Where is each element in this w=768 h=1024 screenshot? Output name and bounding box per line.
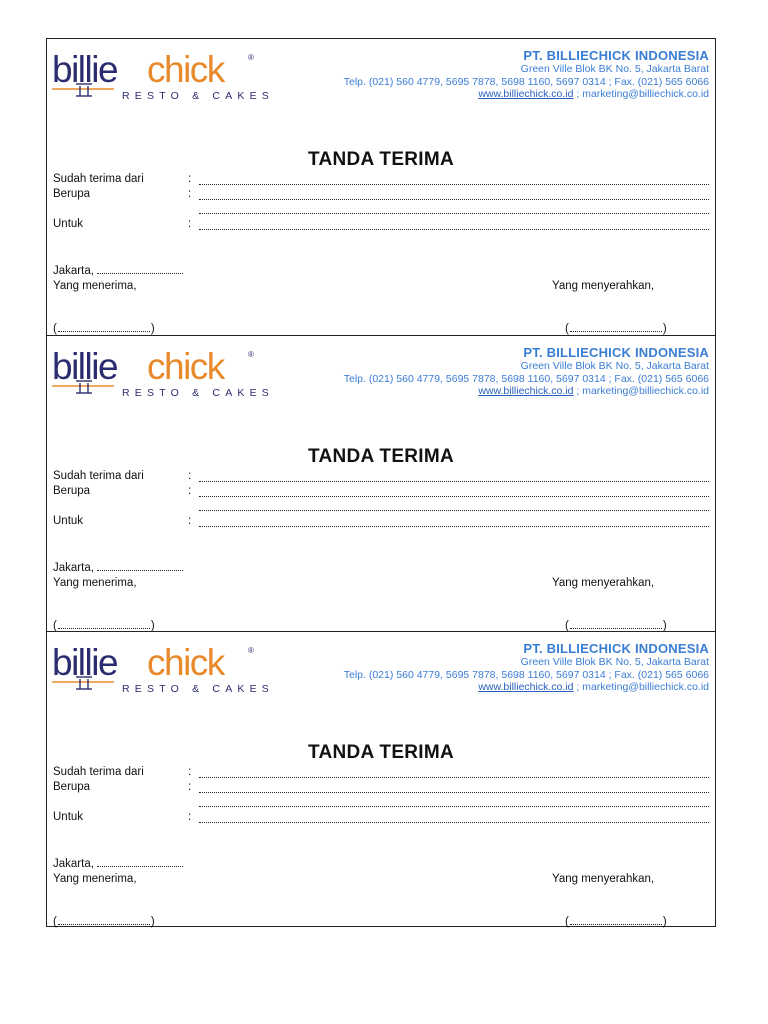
colon: :: [188, 188, 192, 200]
company-address: Green Ville Blok BK No. 5, Jakarta Barat: [520, 63, 709, 75]
purpose-field[interactable]: [199, 229, 709, 230]
svg-text:billie: billie: [52, 49, 118, 90]
date-field[interactable]: [97, 866, 183, 867]
company-name: PT. BILLIECHICK INDONESIA: [523, 48, 709, 63]
item-field-continued[interactable]: [199, 213, 709, 214]
giver-signature: ( ): [565, 916, 667, 928]
colon: :: [188, 766, 192, 778]
receipt-slip: [47, 335, 715, 631]
billiechick-logo: [52, 639, 275, 697]
giver-name-field[interactable]: [570, 628, 662, 629]
colon: :: [188, 781, 192, 793]
billiechick-logo: [52, 46, 275, 104]
receiver-label: Yang menerima,: [53, 280, 137, 292]
place-date: Jakarta,: [53, 562, 183, 574]
label-item: Berupa: [53, 781, 91, 793]
receipt-slip: [47, 631, 715, 927]
giver-label: Yang menyerahkan,: [552, 873, 655, 885]
company-website-link[interactable]: www.billiechick.co.id: [478, 681, 574, 693]
billiechick-logo: [52, 343, 275, 401]
label-received-from: Sudah terima dari: [53, 173, 144, 185]
company-phone: Telp. (021) 560 4779, 5695 7878, 5698 1160, 5697 0314 ; Fax. (021) 565 6066: [343, 668, 709, 681]
receiver-signature: ( ): [53, 620, 155, 632]
receipt-sheet: [46, 38, 716, 927]
colon: :: [188, 218, 192, 230]
receiver-label: Yang menerima,: [53, 873, 137, 885]
company-address: Green Ville Blok BK No. 5, Jakarta Barat: [520, 656, 709, 668]
company-email[interactable]: marketing@billiechick.co.id: [582, 88, 709, 100]
company-contact: www.billiechick.co.id ; marketing@billiechick.co.id: [478, 681, 709, 693]
receipt-title: TANDA TERIMA: [307, 149, 455, 170]
label-received-from: Sudah terima dari: [53, 766, 144, 778]
received-from-field[interactable]: [199, 184, 709, 185]
label-item: Berupa: [53, 188, 91, 200]
svg-text:RESTO & CAKES: RESTO & CAKES: [122, 683, 275, 695]
receipt-title: TANDA TERIMA: [307, 446, 455, 467]
place-date: Jakarta,: [53, 265, 183, 277]
purpose-field[interactable]: [199, 526, 709, 527]
receiver-name-field[interactable]: [58, 628, 150, 629]
label-purpose: Untuk: [53, 218, 84, 230]
received-from-field[interactable]: [199, 777, 709, 778]
giver-name-field[interactable]: [570, 331, 662, 332]
date-field[interactable]: [97, 273, 183, 274]
svg-text:chick: chick: [147, 49, 224, 90]
receiver-signature: ( ): [53, 916, 155, 928]
svg-text:chick: chick: [147, 346, 224, 387]
svg-text:®: ®: [248, 646, 254, 655]
colon: :: [188, 470, 192, 482]
svg-text:chick: chick: [147, 642, 224, 683]
receiver-name-field[interactable]: [58, 331, 150, 332]
item-field[interactable]: [199, 792, 709, 793]
colon: :: [188, 811, 192, 823]
svg-text:®: ®: [248, 350, 254, 359]
company-info: [344, 641, 709, 694]
purpose-field[interactable]: [199, 822, 709, 823]
giver-label: Yang menyerahkan,: [552, 280, 655, 292]
received-from-field[interactable]: [199, 481, 709, 482]
receipt-title: TANDA TERIMA: [307, 742, 455, 763]
svg-text:billie: billie: [52, 642, 118, 683]
company-name: PT. BILLIECHICK INDONESIA: [523, 345, 709, 360]
receiver-signature: ( ): [53, 323, 155, 335]
label-purpose: Untuk: [53, 811, 84, 823]
company-phone: Telp. (021) 560 4779, 5695 7878, 5698 1160, 5697 0314 ; Fax. (021) 565 6066: [343, 75, 709, 88]
label-purpose: Untuk: [53, 515, 84, 527]
company-info: [344, 48, 709, 101]
colon: :: [188, 173, 192, 185]
place-date: Jakarta,: [53, 858, 183, 870]
svg-text:RESTO & CAKES: RESTO & CAKES: [122, 387, 275, 399]
label-item: Berupa: [53, 485, 91, 497]
giver-name-field[interactable]: [570, 924, 662, 925]
date-field[interactable]: [97, 570, 183, 571]
company-website-link[interactable]: www.billiechick.co.id: [478, 385, 574, 397]
item-field-continued[interactable]: [199, 806, 709, 807]
receiver-label: Yang menerima,: [53, 577, 137, 589]
item-field-continued[interactable]: [199, 510, 709, 511]
company-info: [344, 345, 709, 398]
company-contact: www.billiechick.co.id ; marketing@billiechick.co.id: [478, 88, 709, 100]
company-contact: www.billiechick.co.id ; marketing@billiechick.co.id: [478, 385, 709, 397]
company-address: Green Ville Blok BK No. 5, Jakarta Barat: [520, 360, 709, 372]
company-website-link[interactable]: www.billiechick.co.id: [478, 88, 574, 100]
company-phone: Telp. (021) 560 4779, 5695 7878, 5698 1160, 5697 0314 ; Fax. (021) 565 6066: [343, 372, 709, 385]
company-email[interactable]: marketing@billiechick.co.id: [582, 385, 709, 397]
item-field[interactable]: [199, 199, 709, 200]
giver-signature: ( ): [565, 323, 667, 335]
svg-text:billie: billie: [52, 346, 118, 387]
colon: :: [188, 485, 192, 497]
company-email[interactable]: marketing@billiechick.co.id: [582, 681, 709, 693]
giver-label: Yang menyerahkan,: [552, 577, 655, 589]
svg-text:RESTO & CAKES: RESTO & CAKES: [122, 90, 275, 102]
svg-text:®: ®: [248, 53, 254, 62]
company-name: PT. BILLIECHICK INDONESIA: [523, 641, 709, 656]
item-field[interactable]: [199, 496, 709, 497]
label-received-from: Sudah terima dari: [53, 470, 144, 482]
colon: :: [188, 515, 192, 527]
receiver-name-field[interactable]: [58, 924, 150, 925]
giver-signature: ( ): [565, 620, 667, 632]
receipt-slip: [47, 39, 715, 335]
